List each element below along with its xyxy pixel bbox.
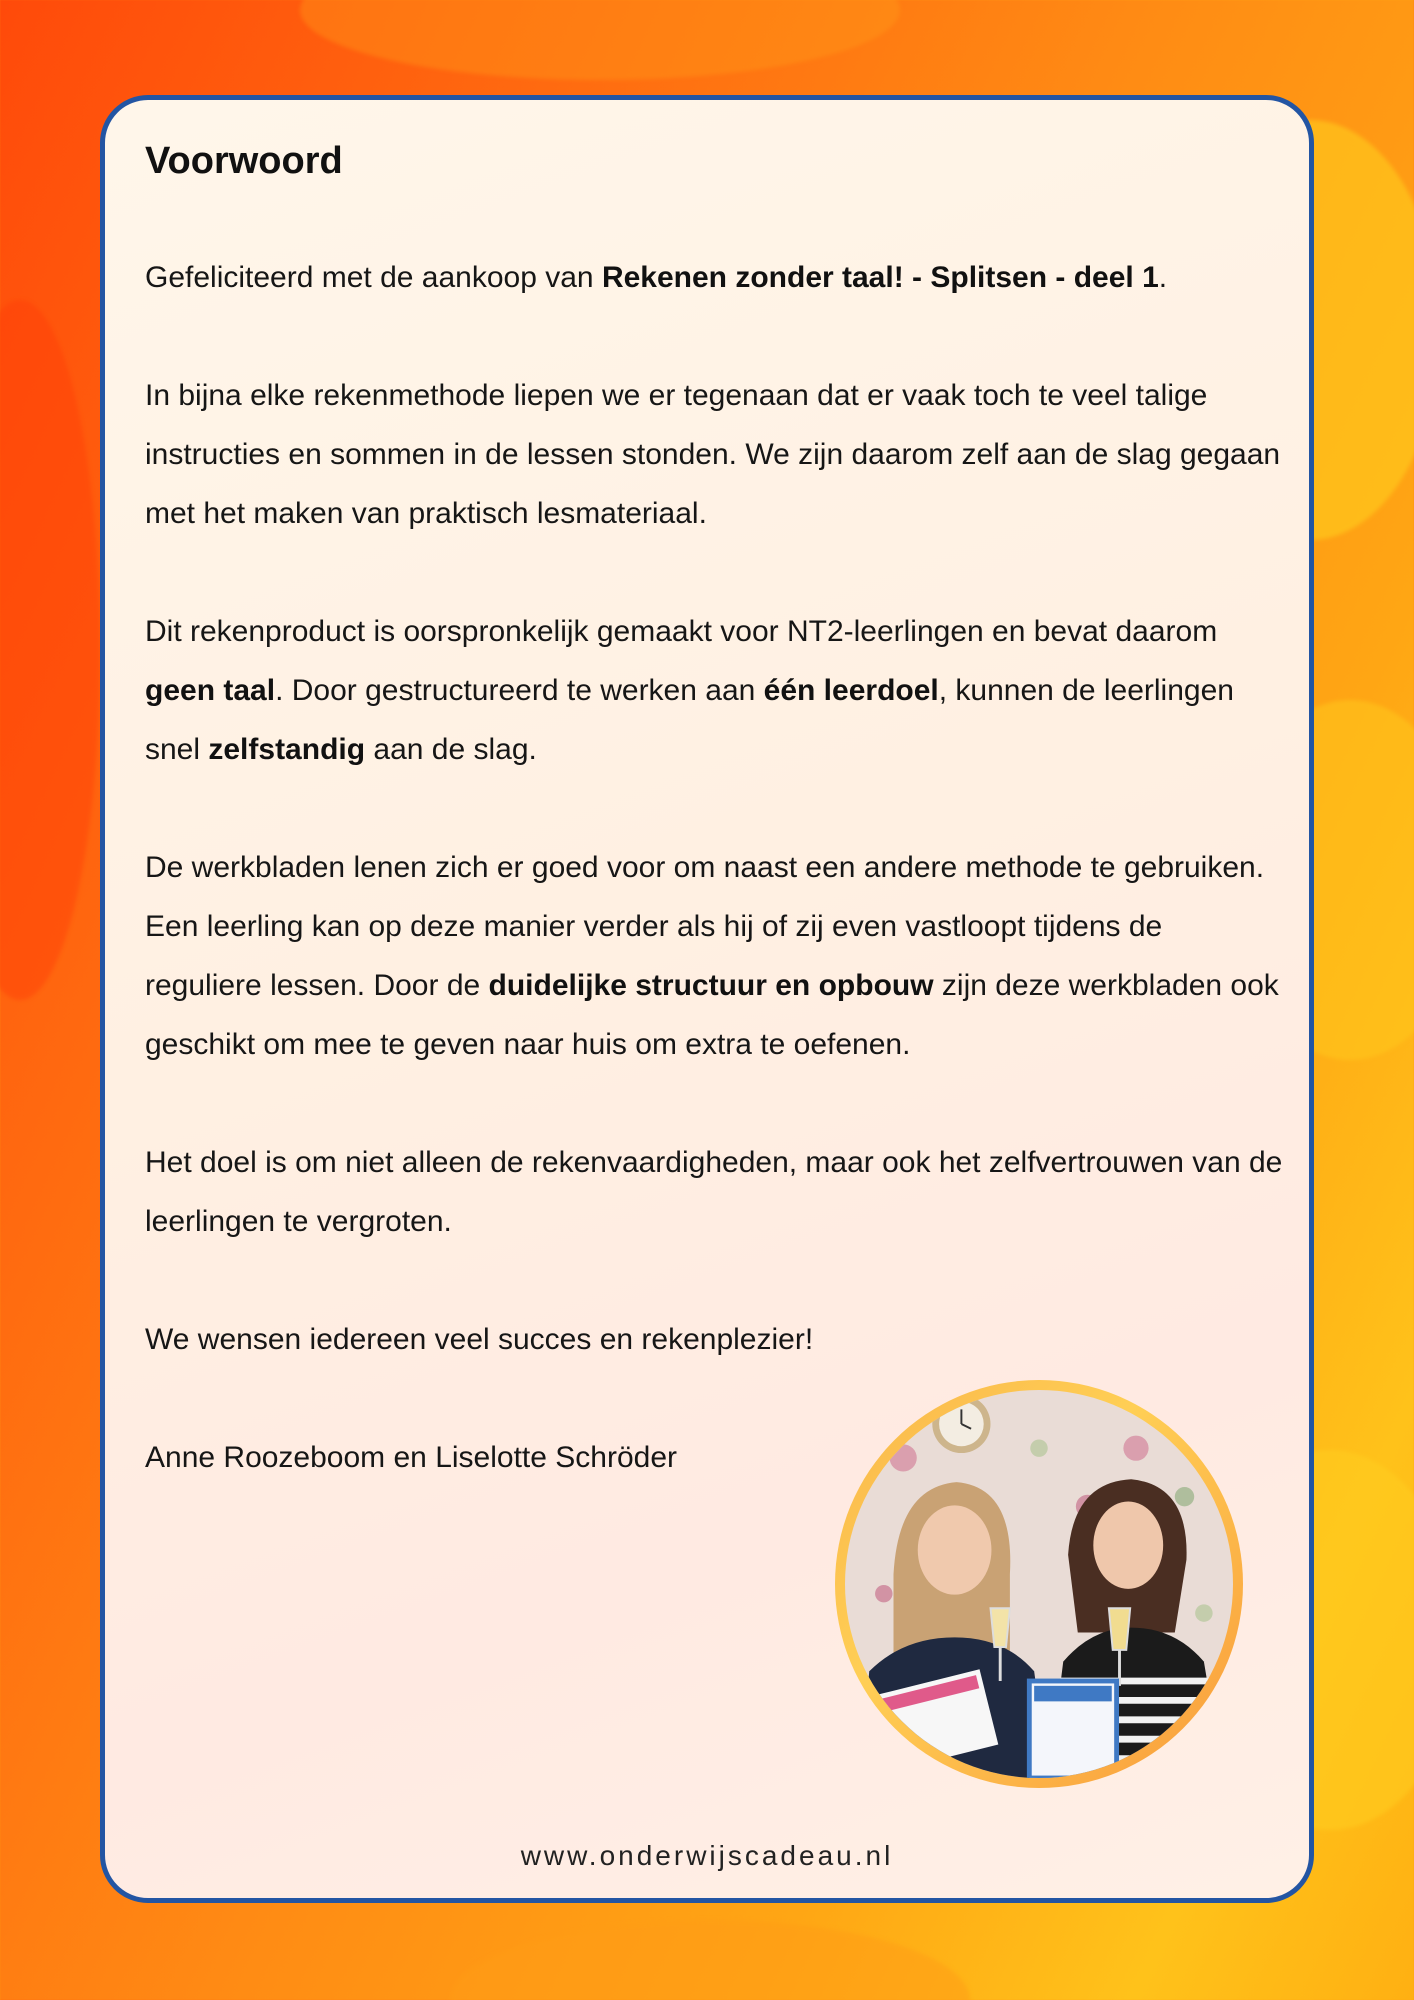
foreword-card (100, 95, 1314, 1903)
paragraph-product-description (145, 602, 1285, 779)
text-segment: . Door gestructureerd te werken aan (275, 674, 764, 707)
text-segment: We wensen iedereen veel succes en rekenplezier! (145, 1323, 814, 1356)
text-segment: zijn deze werkbladen ook geschikt om mee te geven naar huis om extra te oefenen. (145, 969, 1279, 1061)
text-segment: Anne Roozeboom en Liselotte Schröder (145, 1441, 678, 1474)
text-segment: De werkbladen lenen zich er goed voor om naast een andere methode te gebruiken. Een leerling kan op deze manier verder als hij of zij even vastloopt tijdens de reguliere lessen. Door de (145, 851, 1265, 1002)
emphasis-independent: zelfstandig (208, 733, 366, 766)
authors-photo-illustration (845, 1390, 1233, 1778)
page-title: Voorwoord (145, 140, 343, 182)
paragraph-congratulations (145, 248, 1285, 307)
paragraph-motivation (145, 366, 1285, 543)
authors-photo (835, 1380, 1243, 1788)
text-segment: Het doel is om niet alleen de rekenvaardigheden, maar ook het zelfvertrouwen van de leerlingen te vergroten. (145, 1146, 1283, 1238)
text-segment: , kunnen de leerlingen snel (145, 674, 1234, 766)
emphasis-one-goal: één leerdoel (763, 674, 939, 707)
background-blob (450, 1920, 970, 2000)
text-segment: . (1158, 261, 1168, 294)
background-blob (0, 300, 100, 1000)
foreword-body (145, 248, 1285, 1487)
paragraph-wishes (145, 1310, 1285, 1369)
text-segment: Gefeliciteerd met de aankoop van (145, 261, 602, 294)
text-segment: aan de slag. (365, 733, 537, 766)
website-url: www.onderwijscadeau.nl (520, 1840, 894, 1871)
emphasis-structure: duidelijke structuur en opbouw (488, 969, 934, 1002)
paragraph-worksheets (145, 838, 1285, 1074)
product-name: Rekenen zonder taal! - Splitsen - deel 1 (601, 261, 1159, 294)
text-segment: In bijna elke rekenmethode liepen we er tegenaan dat er vaak toch te veel talige instructies en sommen in de lessen stonden. We zijn daarom zelf aan de slag gegaan met het maken van praktisch lesmateriaal. (145, 379, 1281, 530)
paragraph-goal (145, 1133, 1285, 1251)
emphasis-no-language: geen taal (145, 674, 276, 707)
background-blob (300, 0, 900, 80)
text-segment: Dit rekenproduct is oorspronkelijk gemaakt voor NT2-leerlingen en bevat daarom (145, 615, 1218, 648)
